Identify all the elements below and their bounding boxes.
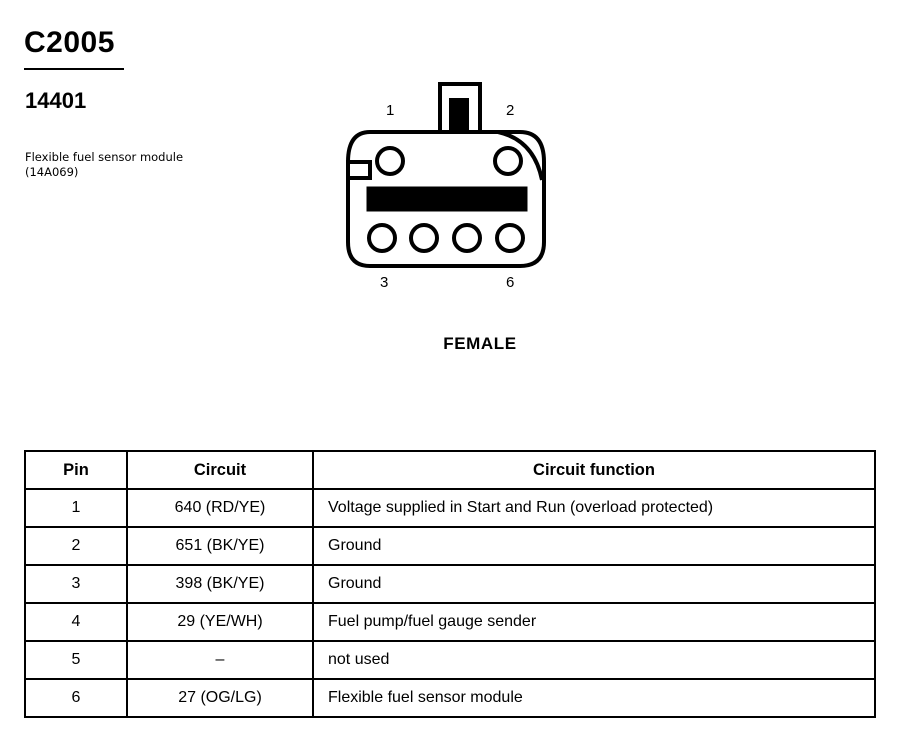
cell-function: Ground: [313, 527, 875, 565]
column-header-circuit: Circuit: [127, 451, 313, 489]
cell-function: Voltage supplied in Start and Run (overload protected): [313, 489, 875, 527]
cell-circuit: 27 (OG/LG): [127, 679, 313, 717]
pin-callout-6: 6: [506, 274, 515, 291]
cell-pin: 6: [25, 679, 127, 717]
cell-pin: 5: [25, 641, 127, 679]
connector-id: C2005: [24, 26, 115, 59]
column-header-function: Circuit function: [313, 451, 875, 489]
component-description: Flexible fuel sensor module (14A069): [25, 150, 184, 179]
connector-gender-label: FEMALE: [443, 334, 517, 353]
pin-callout-1: 1: [386, 102, 395, 119]
cell-pin: 1: [25, 489, 127, 527]
cell-circuit: 398 (BK/YE): [127, 565, 313, 603]
part-number: 14401: [25, 88, 87, 113]
cell-pin: 2: [25, 527, 127, 565]
cell-function: Ground: [313, 565, 875, 603]
table-row: [25, 527, 875, 565]
column-header-pin: Pin: [25, 451, 127, 489]
cell-function: Fuel pump/fuel gauge sender: [313, 603, 875, 641]
cell-circuit: –: [127, 641, 313, 679]
cell-function: not used: [313, 641, 875, 679]
cell-pin: 4: [25, 603, 127, 641]
cell-function: Flexible fuel sensor module: [313, 679, 875, 717]
cell-pin: 3: [25, 565, 127, 603]
table-header-row: [25, 451, 875, 489]
table-row: [25, 641, 875, 679]
cell-circuit: 640 (RD/YE): [127, 489, 313, 527]
connector-id-underline: [24, 68, 124, 70]
table-row: [25, 603, 875, 641]
cell-circuit: 651 (BK/YE): [127, 527, 313, 565]
connector-diagram: [330, 70, 630, 370]
table-row: [25, 679, 875, 717]
pin-callout-2: 2: [506, 102, 515, 119]
table-row: [25, 565, 875, 603]
table-row: [25, 489, 875, 527]
pin-callout-3: 3: [380, 274, 389, 291]
cell-circuit: 29 (YE/WH): [127, 603, 313, 641]
pinout-table: [24, 450, 876, 718]
